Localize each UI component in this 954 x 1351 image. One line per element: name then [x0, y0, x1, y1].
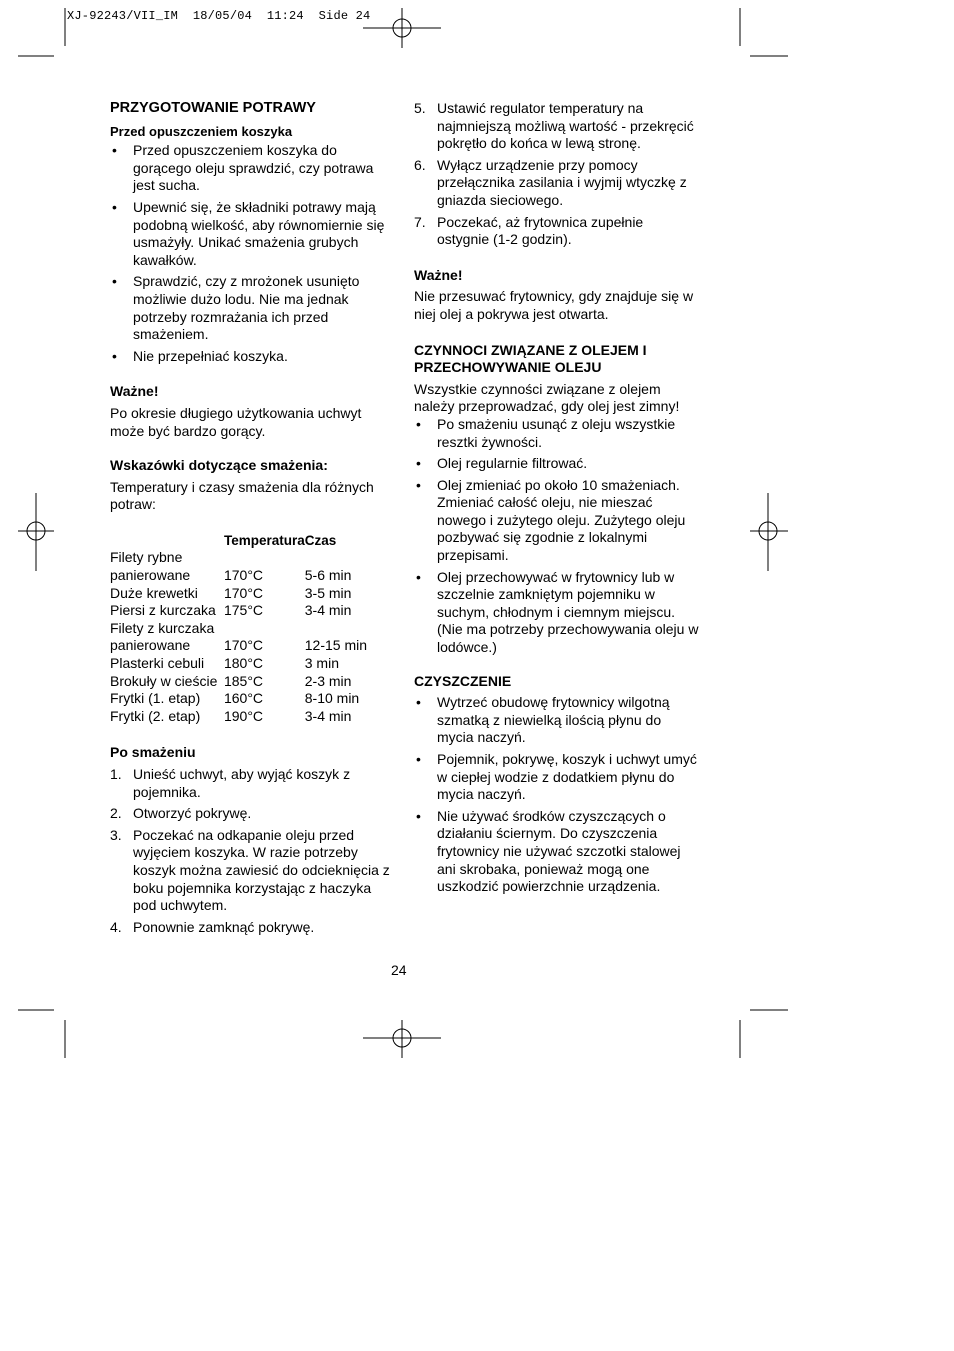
- table-cell: [305, 549, 395, 567]
- table-cell: Filety rybne: [110, 549, 183, 566]
- right-column: [414, 100, 699, 900]
- list-number: 3.: [110, 826, 122, 843]
- table-cell: 185°C: [223, 672, 264, 689]
- list-number: 1.: [110, 766, 122, 782]
- important-heading: Ważne!: [414, 266, 463, 283]
- table-cell: 3-4 min: [304, 602, 352, 619]
- list-item: • Po smażeniu usunąć z oleju wszystkie resztki żywności.: [414, 416, 699, 451]
- table-cell: [224, 549, 305, 567]
- frying-table: [110, 532, 395, 726]
- list-text: Ponownie zamknąć pokrywę.: [133, 918, 315, 935]
- list-text: Poczekać, aż frytownica zupełnie ostygnie (1-2 godzin).: [437, 213, 644, 248]
- list-item: • Nie używać środków czyszczących o działaniu ściernym. Do czyszczenia frytownicy nie używać szczotki stalowej ani skrobaka, ponieważ mogą one uszkodzić powierzchnie urządzenia.: [414, 808, 699, 896]
- table-cell: 190°C: [223, 707, 264, 724]
- table-cell: panierowane: [110, 567, 191, 584]
- table-cell: Frytki (1. etap): [110, 690, 201, 707]
- before-basket-heading: Przed opuszczeniem koszyka: [110, 123, 293, 139]
- list-text: Poczekać na odkapanie oleju przed wyjęciem koszyka. W razie potrzeby koszyk można zawiesić do odcieknięcia z boku pojemnika korzystając z haczyka pod uchwytem.: [133, 826, 390, 914]
- list-text: Unieść uchwyt, aby wyjąć koszyk z pojemnika.: [133, 766, 351, 800]
- list-item: • Sprawdzić, czy z mrożonek usunięto możliwie dużo lodu. Nie ma jednak potrzeby rozmrażania ich przed smażeniem.: [110, 273, 395, 343]
- table-header-time: Czas: [304, 532, 337, 548]
- important-text: Po okresie długiego użytkowania uchwyt może być bardzo gorący.: [110, 404, 362, 439]
- table-row: [110, 637, 395, 655]
- list-item: • Olej regularnie filtrować.: [414, 455, 699, 473]
- table-row: [110, 602, 395, 620]
- list-number: 7.: [414, 213, 426, 230]
- table-cell: 8-10 min: [304, 690, 360, 707]
- table-cell: 3-5 min: [304, 584, 352, 601]
- steps-list: [414, 100, 699, 249]
- table-cell: Brokuły w cieście: [110, 672, 218, 689]
- table-header-temperature: Temperatura: [223, 532, 305, 548]
- list-item: • Nie przepełniać koszyka.: [110, 348, 395, 366]
- frying-tips-heading: Wskazówki dotyczące smażenia:: [110, 457, 328, 474]
- list-text: Otworzyć pokrywę.: [133, 805, 252, 822]
- page-number: 24: [391, 962, 407, 978]
- table-row: [110, 690, 395, 708]
- before-basket-list: [110, 142, 395, 365]
- important-text: Nie przesuwać frytownicy, gdy znajduje się w niej olej a pokrywa jest otwarta.: [414, 288, 694, 322]
- table-cell: Plasterki cebuli: [110, 655, 205, 672]
- important-heading: Ważne!: [110, 383, 159, 400]
- table-row: [110, 655, 395, 673]
- list-item: • Olej przechowywać w frytownicy lub w szczelnie zamkniętym pojemniku w suchym, chłodnym i ciemnym miejscu. (Nie ma potrzeby przechowywania oleju w lodówce.): [414, 569, 699, 657]
- list-item: [414, 214, 699, 249]
- section-title-preparation: PRZYGOTOWANIE POTRAWY: [110, 100, 316, 116]
- list-number: 6.: [414, 156, 426, 173]
- list-text: Ustawić regulator temperatury na najmniejszą możliwą wartość - przekręcić pokrętło do końca w lewą stronę.: [437, 100, 694, 152]
- table-row: [110, 549, 395, 567]
- list-item: [110, 805, 395, 823]
- frying-tips-text: Temperatury i czasy smażenia dla różnych potraw:: [110, 478, 374, 513]
- after-frying-heading: Po smażeniu: [110, 744, 196, 761]
- oil-intro-text: Wszystkie czynności związane z olejem należy przeprowadzać, gdy olej jest zimny!: [414, 380, 680, 415]
- table-row: [110, 620, 395, 638]
- table-cell: 170°C: [223, 567, 264, 584]
- table-row: [110, 673, 395, 691]
- list-number: 4.: [110, 918, 122, 935]
- table-cell: Frytki (2. etap): [110, 707, 201, 724]
- oil-list: [414, 416, 699, 657]
- table-cell: 3-4 min: [304, 707, 352, 724]
- print-slug: XJ-92243/VII_IM 18/05/04 11:24 Side 24: [67, 9, 371, 23]
- list-number: 5.: [414, 100, 426, 116]
- list-item: [414, 157, 699, 210]
- table-row: [110, 708, 395, 726]
- table-cell: 180°C: [223, 655, 264, 672]
- list-number: 2.: [110, 805, 122, 822]
- table-cell: 3 min: [304, 655, 339, 672]
- table-cell: [224, 620, 305, 638]
- table-cell: [305, 620, 395, 638]
- list-item: [110, 766, 395, 801]
- left-column: [110, 100, 395, 940]
- table-header-row: [110, 532, 395, 550]
- list-item: [110, 827, 395, 915]
- table-header: [110, 532, 224, 550]
- table-row: [110, 585, 395, 603]
- list-item: • Upewnić się, że składniki potrawy mają podobną wielkość, aby równomiernie się usmażyły. Unikać smażenia grubych kawałków.: [110, 199, 395, 269]
- list-item: • Pojemnik, pokrywę, koszyk i uchwyt umyć w ciepłej wodzie z dodatkiem płynu do mycia naczyń.: [414, 751, 699, 804]
- table-row: [110, 567, 395, 585]
- table-cell: panierowane: [110, 637, 191, 654]
- cleaning-list: [414, 694, 699, 896]
- list-item: • Przed opuszczeniem koszyka do gorącego oleju sprawdzić, czy potrawa jest sucha.: [110, 142, 395, 195]
- table-cell: Filety z kurczaka: [110, 619, 215, 636]
- list-item: [110, 919, 395, 937]
- list-text: Wyłącz urządzenie przy pomocy przełącznika zasilania i wyjmij wtyczkę z gniazda sieciowego.: [437, 156, 687, 208]
- table-cell: Duże krewetki: [110, 584, 198, 601]
- oil-section-heading: CZYNNOCI ZWIĄZANE Z OLEJEM I PRZECHOWYWANIE OLEJU: [414, 341, 647, 376]
- table-cell: 160°C: [223, 690, 264, 707]
- list-item: [414, 100, 699, 153]
- table-cell: 170°C: [223, 637, 264, 654]
- list-item: • Wytrzeć obudowę frytownicy wilgotną szmatką z niewielką ilością płynu do mycia naczyń.: [414, 694, 699, 747]
- table-cell: 175°C: [223, 602, 264, 619]
- table-cell: 2-3 min: [304, 672, 352, 689]
- table-cell: 5-6 min: [304, 567, 352, 584]
- after-frying-list: [110, 766, 395, 936]
- table-cell: 170°C: [223, 584, 264, 601]
- cleaning-heading: CZYSZCZENIE: [414, 672, 512, 689]
- table-cell: Piersi z kurczaka: [110, 602, 216, 619]
- list-item: • Olej zmieniać po około 10 smażeniach. Zmieniać całość oleju, nie mieszać nowego i zużytego oleju. Zużytego oleju pozbywać się zgodnie z lokalnymi przepisami.: [414, 477, 699, 565]
- table-cell: 12-15 min: [304, 637, 368, 654]
